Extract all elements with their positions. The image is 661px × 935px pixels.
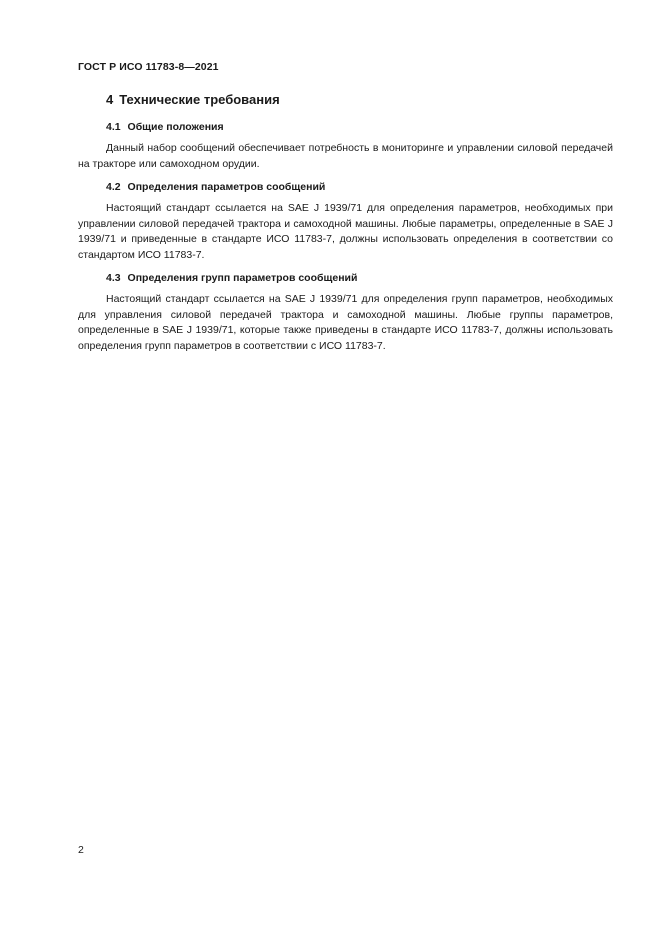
document-header: ГОСТ Р ИСО 11783-8—2021 xyxy=(78,61,219,73)
subsection-number: 4.2 xyxy=(106,181,121,193)
subsection-number: 4.3 xyxy=(106,272,121,284)
subsection-paragraph: Данный набор сообщений обеспечивает потребность в мониторинге и управлении силовой передачей на тракторе или самоходном орудии. xyxy=(78,142,613,170)
section-heading xyxy=(106,92,613,108)
subsection-4-1 xyxy=(78,121,613,172)
subsection-number: 4.1 xyxy=(106,121,121,133)
document-body xyxy=(78,92,613,363)
subsection-4-3 xyxy=(78,272,613,354)
subsection-title: Определения параметров сообщений xyxy=(127,181,326,193)
subsection-paragraph: Настоящий стандарт ссылается на SAE J 1939/71 для определения параметров, необходимых при управлении силовой передачей трактора и самоходной машины. Любые параметры, определенные в SAE J 1939/71 и приведенные в стандарте ИСО 11783-7, должны использовать определения в соответствии со стандартом ИСО 11783-7. xyxy=(78,202,613,261)
subsection-paragraph: Настоящий стандарт ссылается на SAE J 1939/71 для определения групп параметров, необходимых для управления силовой передачей трактора и самоходной машины. Любые группы параметров, определенные в SAE J 1939/71, которые также приведены в стандарте ИСО 11783-7, должны использовать определения групп параметров в соответствии с ИСО 11783-7. xyxy=(78,293,613,352)
section-number: 4 xyxy=(106,92,114,107)
subsection-title: Общие положения xyxy=(127,121,224,133)
section-title: Технические требования xyxy=(119,92,280,107)
subsection-heading xyxy=(106,121,613,134)
subsection-heading xyxy=(106,272,613,285)
subsection-title: Определения групп параметров сообщений xyxy=(127,272,358,284)
subsection-4-2 xyxy=(78,181,613,263)
page-number: 2 xyxy=(78,844,84,856)
subsection-heading xyxy=(106,181,613,194)
